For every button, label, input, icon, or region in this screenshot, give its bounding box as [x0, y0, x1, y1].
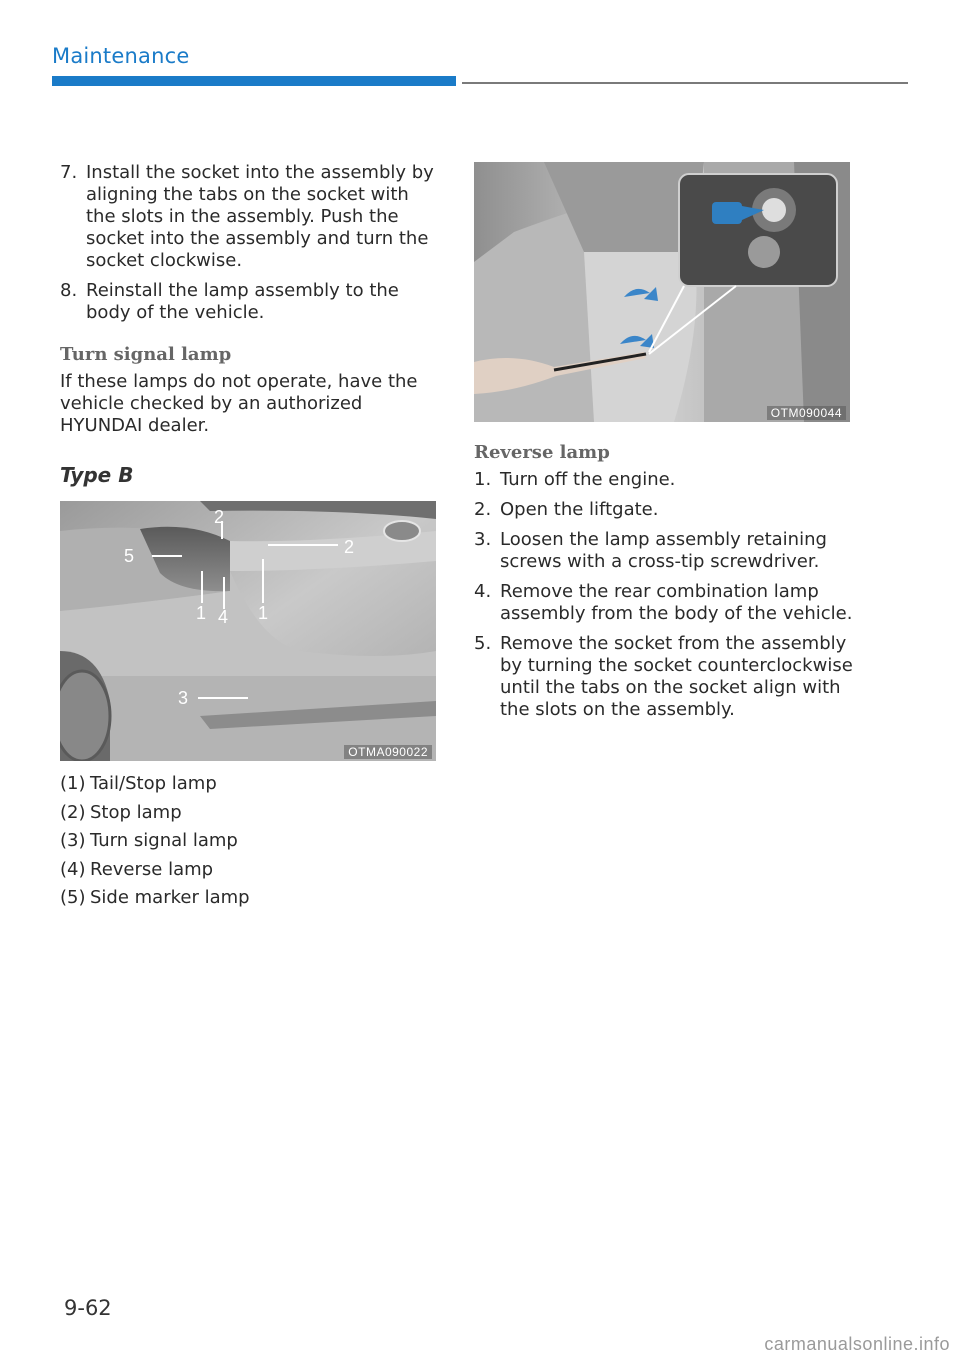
turn-signal-heading: Turn signal lamp: [60, 344, 232, 365]
legend-code: (4): [60, 858, 86, 880]
legend-label: Reverse lamp: [90, 858, 214, 880]
right-column: [474, 162, 854, 729]
left-column: [60, 162, 440, 916]
step-text: Remove the socket from the assembly by turning the socket counterclockwise until the tabs on the socket align with the slots on the assembly.: [500, 633, 853, 720]
header-rule: [462, 82, 908, 84]
legend-item: [60, 887, 440, 909]
legend-item: [60, 773, 440, 795]
step-number: 7.: [60, 162, 78, 183]
figure-code: OTMA090022: [344, 745, 432, 759]
step-4: [474, 581, 854, 625]
page-number: 9-62: [64, 1296, 112, 1320]
legend-label: Side marker lamp: [90, 887, 250, 908]
step-number: 1.: [474, 469, 492, 490]
callout-1a: 1: [196, 603, 207, 623]
socket-figure: [474, 162, 850, 422]
socket-illustration: [474, 162, 850, 422]
legend-item: [60, 802, 440, 824]
rear-lamp-figure: [60, 501, 436, 761]
legend-label: Turn signal lamp: [90, 830, 238, 851]
rear-lamp-illustration: [60, 501, 436, 761]
callout-2b: 2: [344, 537, 355, 557]
watermark-link[interactable]: carmanualsonline.info: [764, 1334, 950, 1354]
callout-5: 5: [124, 546, 135, 566]
step-number: 2.: [474, 499, 492, 520]
step-text: Open the liftgate.: [500, 499, 659, 520]
step-number: 3.: [474, 529, 492, 550]
step-text: Install the socket into the assembly by aligning the tabs on the socket with the slots in the assembly. Push the socket into the assembly and turn the socket clockwise.: [86, 162, 434, 271]
step-5: [474, 633, 854, 721]
legend-label: Stop lamp: [90, 801, 182, 823]
step-3: [474, 529, 854, 573]
type-heading: Type B: [60, 463, 134, 487]
step-text: Loosen the lamp assembly retaining screws with a cross-tip screwdriver.: [500, 529, 827, 572]
install-steps: [60, 162, 440, 324]
callout-2a: 2: [214, 507, 225, 527]
section-title: Maintenance: [52, 44, 190, 68]
reverse-lamp-steps: [474, 469, 854, 721]
callout-3: 3: [178, 688, 189, 708]
step-number: 4.: [474, 581, 492, 602]
legend-code: (1): [60, 773, 86, 794]
lamp-legend: [60, 773, 440, 909]
step-1: [474, 469, 854, 491]
step-number: 5.: [474, 633, 492, 654]
step-text: Turn off the engine.: [500, 469, 676, 490]
header-rule-accent: [52, 76, 456, 86]
step-7: [60, 162, 440, 272]
legend-item: [60, 859, 440, 881]
step-text: Reinstall the lamp assembly to the body of the vehicle.: [86, 280, 399, 323]
step-2: [474, 499, 854, 521]
callout-4: 4: [218, 607, 229, 627]
reverse-lamp-heading: Reverse lamp: [474, 442, 610, 463]
legend-item: [60, 830, 440, 852]
legend-code: (2): [60, 801, 86, 823]
step-8: [60, 280, 440, 324]
legend-code: (3): [60, 830, 86, 851]
step-text: Remove the rear combination lamp assembly from the body of the vehicle.: [500, 581, 853, 624]
figure-code: OTM090044: [767, 406, 846, 420]
callout-1b: 1: [258, 603, 269, 623]
step-number: 8.: [60, 280, 78, 301]
legend-code: (5): [60, 887, 86, 908]
turn-signal-text: If these lamps do not operate, have the vehicle checked by an authorized HYUNDAI dealer.: [60, 371, 418, 436]
legend-label: Tail/Stop lamp: [90, 773, 217, 794]
